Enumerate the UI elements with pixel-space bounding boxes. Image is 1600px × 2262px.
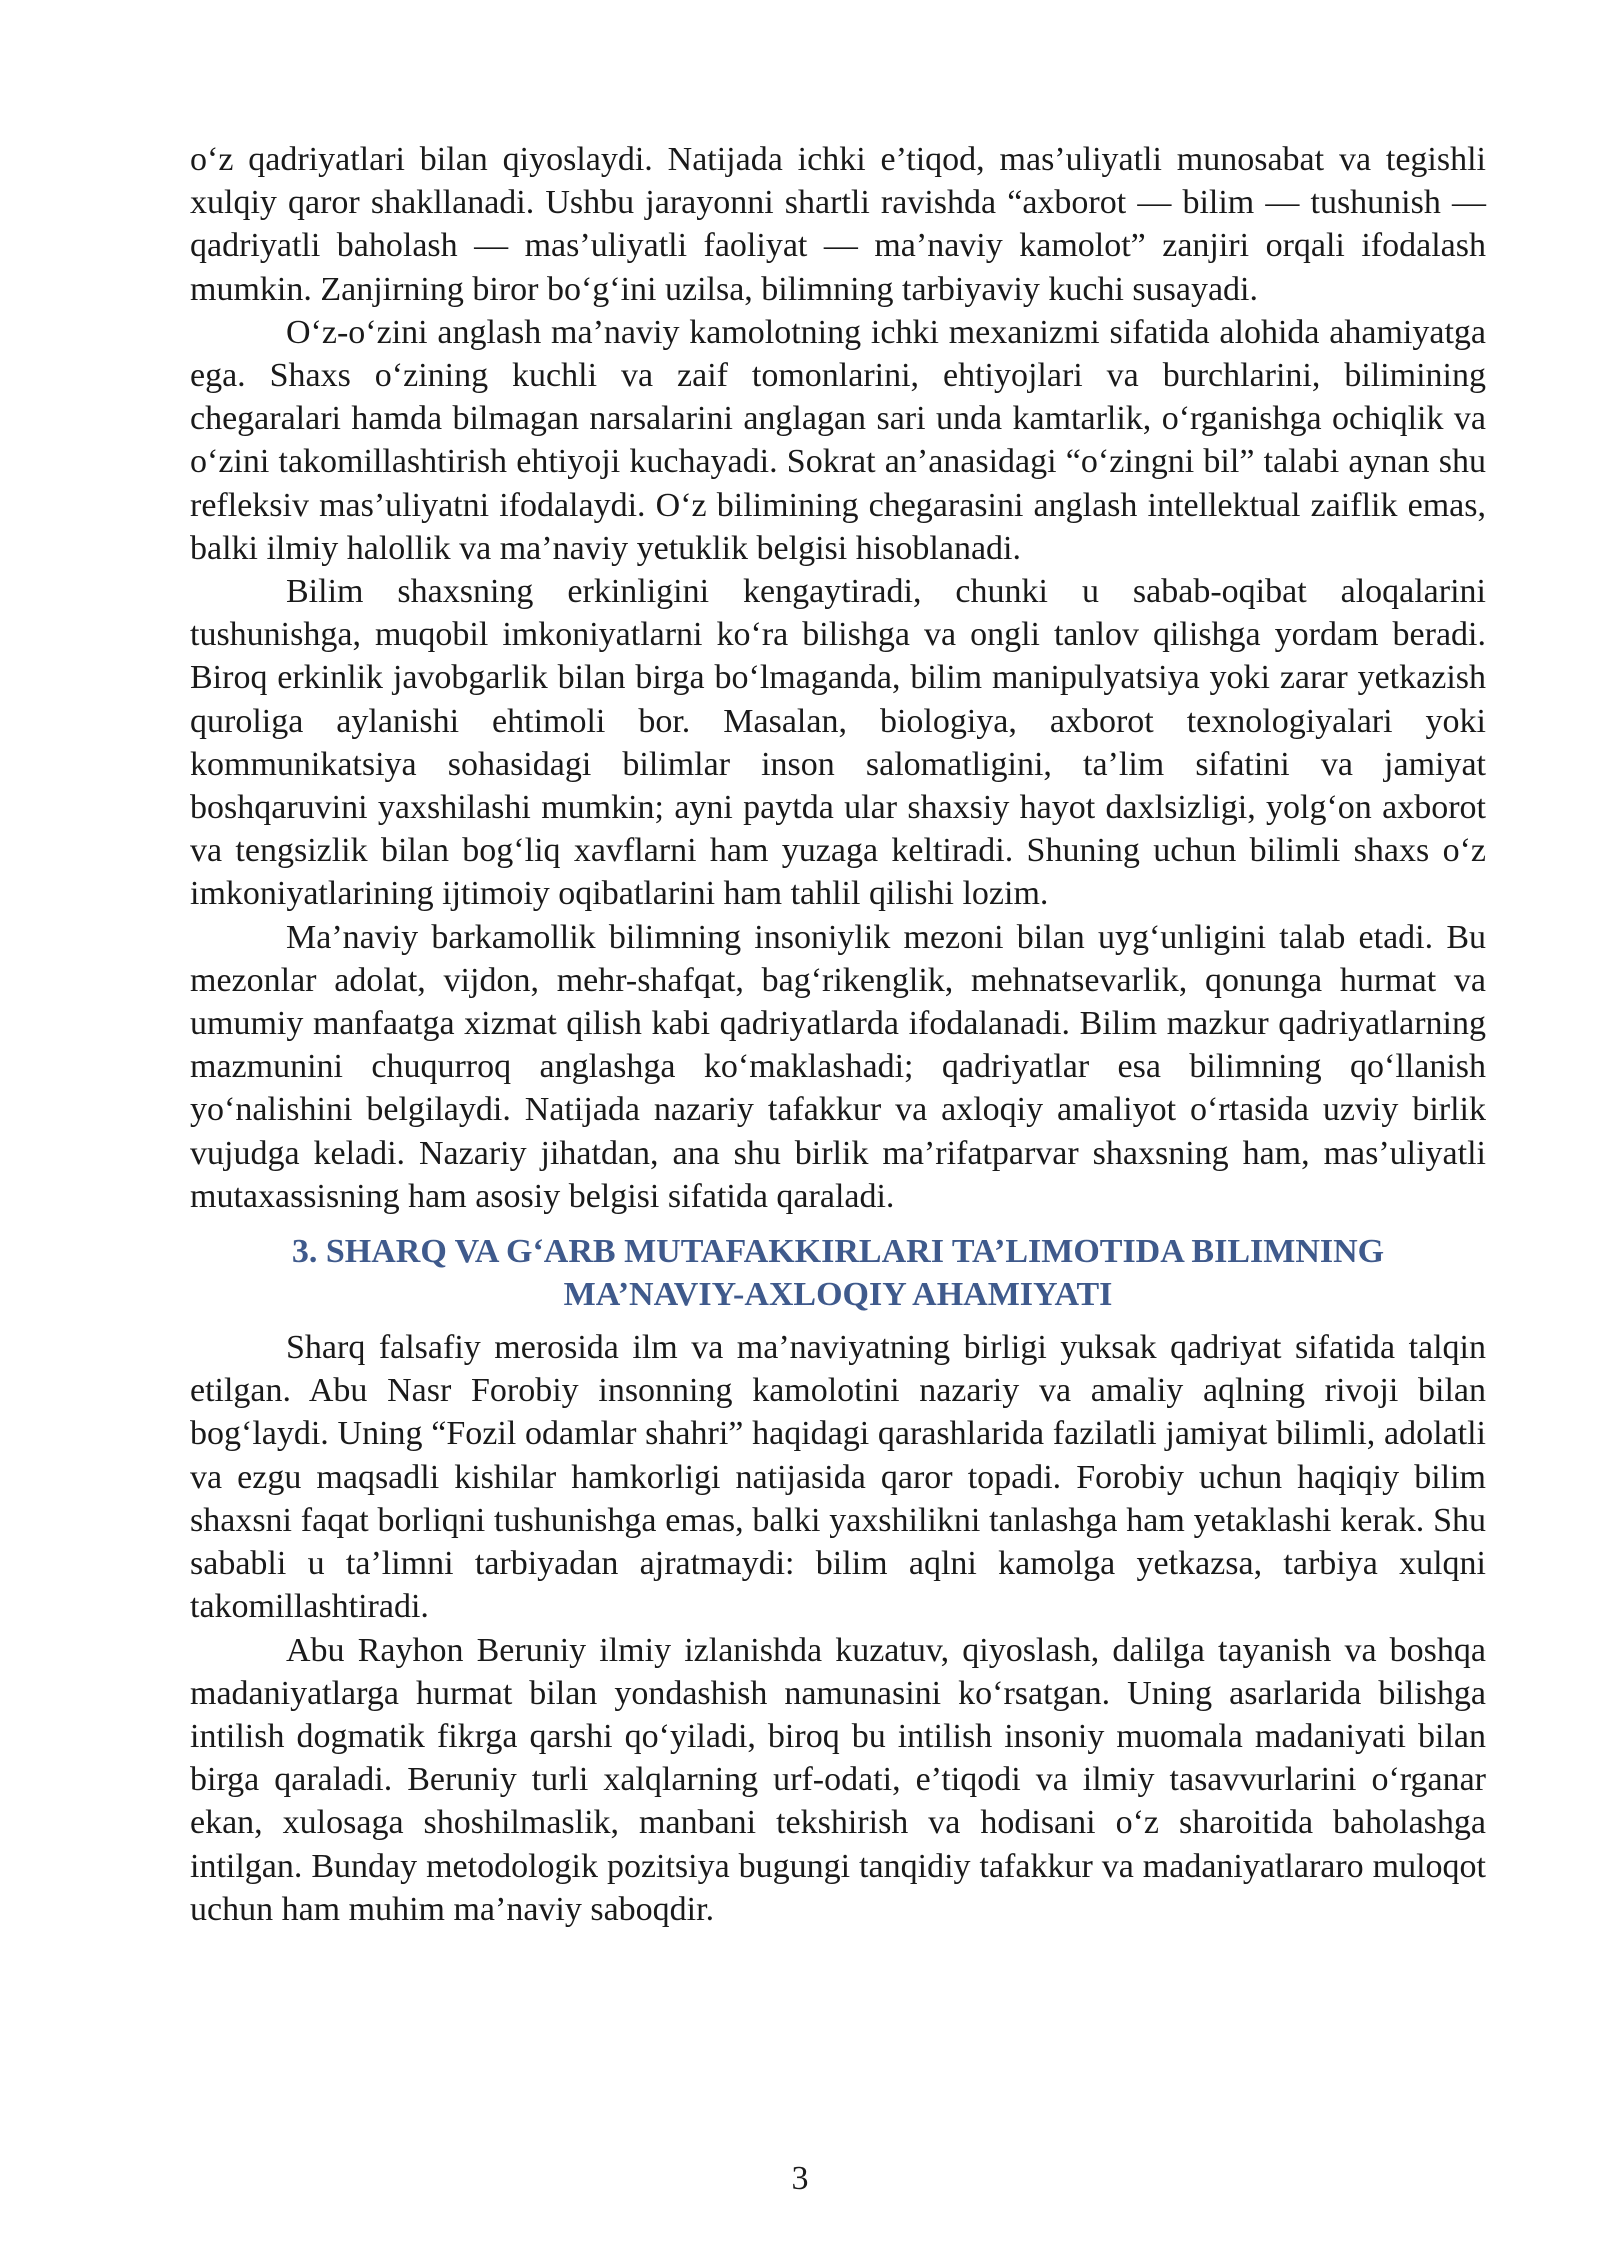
paragraph: Bilim shaxsning erkinligini kengaytiradi, chunki u sabab-oqibat aloqalarini tushunishga, muqobil imkoniyatlarni ko‘ra bilishga va ongli tanlov qilishga yordam beradi. Biroq erkinlik javobgarlik bilan birga bo‘lmaganda, bilim manipulyatsiya yoki zarar yetkazish quroliga aylanishi ehtimoli bor. Masalan, biologiya, axborot texnologiyalari yoki kommunikatsiya sohasidagi bilimlar inson salomatligini, ta’lim sifatini va jamiyat boshqaruvini yaxshilashi mumkin; ayni paytda ular shaxsiy hayot daxlsizligi, yolg‘on axborot va tengsizlik bilan bog‘liq xavflarni ham yuzaga keltiradi. Shuning uchun bilimli shaxs o‘z imkoniyatlarining ijtimoiy oqibatlarini ham tahlil qilishi lozim. — [190, 573, 1486, 913]
document-page — [190, 138, 1486, 1931]
paragraph: Sharq falsafiy merosida ilm va ma’naviyatning birligi yuksak qadriyat sifatida talqin etilgan. Abu Nasr Forobiy insonning kamolotini nazariy va amaliy aqlning rivoji bilan bog‘laydi. Uning “Fozil odamlar shahri” haqidagi qarashlarida fazilatli jamiyat bilimli, adolatli va ezgu maqsadli kishilar hamkorligi natijasida qaror topadi. Forobiy uchun haqiqiy bilim shaxsni faqat borliqni tushunishga emas, balki yaxshilikni tanlashga ham yetaklashi kerak. Shu sababli u ta’limni tarbiyadan ajratmaydi: bilim aqlni kamolga yetkazsa, tarbiya xulqni takomillashtiradi. — [190, 1329, 1486, 1626]
paragraph-continued: o‘z qadriyatlari bilan qiyoslaydi. Natijada ichki e’tiqod, mas’uliyatli munosabat va tegishli xulqiy qaror shakllanadi. Ushbu jarayonni shartli ravishda “axborot — bilim — tushunish — qadriyatli baholash — mas’uliyatli faoliyat — ma’naviy kamolot” zanjiri orqali ifodalash mumkin. Zanjirning biror bo‘g‘ini uzilsa, bilimning tarbiyaviy kuchi susayadi. — [190, 141, 1486, 308]
section-heading-line-1: 3. SHARQ VA G‘ARB MUTAFAKKIRLARI TA’LIMOTIDA BILIMNING — [291, 1233, 1385, 1271]
page-number: 3 — [791, 2160, 809, 2197]
section-heading-line-2: MA’NAVIY-AXLOQIY AHAMIYATI — [563, 1276, 1113, 1314]
paragraph: O‘z-o‘zini anglash ma’naviy kamolotning ichki mexanizmi sifatida alohida ahamiyatga ega. Shaxs o‘zining kuchli va zaif tomonlarini, ehtiyojlari va burchlarini, bilimining chegaralari hamda bilmagan narsalarini anglagan sari unda kamtarlik, o‘rganishga ochiqlik va o‘zini takomillashtirish ehtiyoji kuchayadi. Sokrat an’anasidagi “o‘zingni bil” talabi aynan shu refleksiv mas’uliyatni ifodalaydi. O‘z bilimining chegarasini anglash intellektual zaiflik emas, balki ilmiy halollik va ma’naviy yetuklik belgisi hisoblanadi. — [190, 313, 1486, 567]
section-heading — [190, 1230, 1486, 1316]
paragraph: Abu Rayhon Beruniy ilmiy izlanishda kuzatuv, qiyoslash, dalilga tayanish va boshqa madaniyatlarga hurmat bilan yondashish namunasini ko‘rsatgan. Uning asarlarida bilishga intilish dogmatik fikrga qarshi qo‘yiladi, biroq bu intilish insoniy muomala madaniyati bilan birga qaraladi. Beruniy turli xalqlarning urf-odati, e’tiqodi va ilmiy tasavvurlarini o‘rganar ekan, xulosaga shoshilmaslik, manbani tekshirish va hodisani o‘z sharoitida baholashga intilgan. Bunday metodologik pozitsiya bugungi tanqidiy tafakkur va madaniyatlararo muloqot uchun ham muhim ma’naviy saboqdir. — [190, 1631, 1486, 1928]
paragraph: Ma’naviy barkamollik bilimning insoniylik mezoni bilan uyg‘unligini talab etadi. Bu mezonlar adolat, vijdon, mehr-shafqat, bag‘rikenglik, mehnatsevarlik, qonunga hurmat va umumiy manfaatga xizmat qilish kabi qadriyatlarda ifodalanadi. Bilim mazkur qadriyatlarning mazmunini chuqurroq anglashga ko‘maklashadi; qadriyatlar esa bilimning qo‘llanish yo‘nalishini belgilaydi. Natijada nazariy tafakkur va axloqiy amaliyot o‘rtasida uzviy birlik vujudga keladi. Nazariy jihatdan, ana shu birlik ma’rifatparvar shaxsning ham, mas’uliyatli mutaxassisning ham asosiy belgisi sifatida qaraladi. — [190, 918, 1486, 1215]
